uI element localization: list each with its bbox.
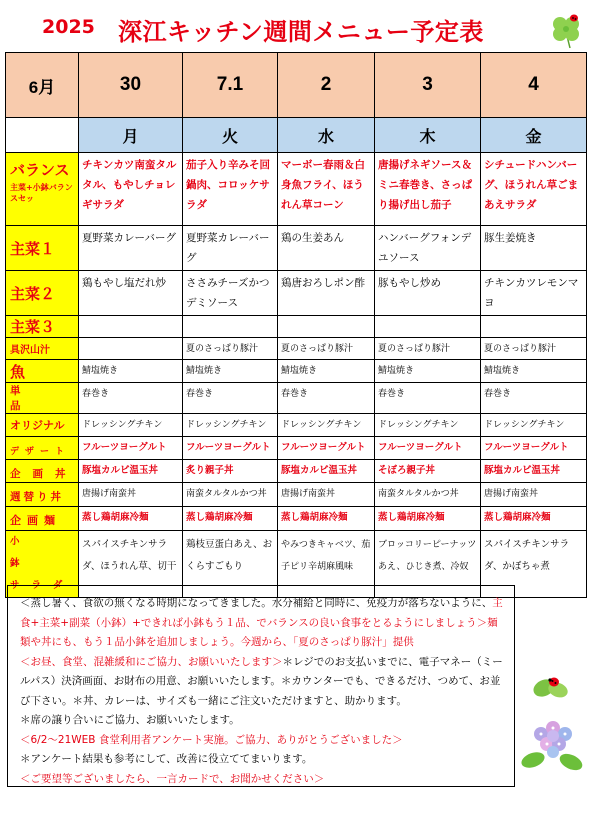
menu-cell: 鯖塩焼き bbox=[278, 360, 375, 383]
weekly-menu-table bbox=[5, 52, 587, 598]
menu-cell: 鯖塩焼き bbox=[183, 360, 278, 383]
menu-cell: 鯖塩焼き bbox=[375, 360, 481, 383]
menu-cell: マーボー春雨＆白身魚フライ、ほうれん草コーン bbox=[278, 153, 375, 226]
menu-cell: やみつきキャベツ、茄子ピリ辛胡麻風味 bbox=[278, 531, 375, 598]
month-cell: 6月 bbox=[6, 53, 79, 118]
row-label-main3: 主菜３ bbox=[6, 316, 79, 338]
row-label-text: 単品 bbox=[10, 385, 49, 412]
menu-cell bbox=[278, 316, 375, 338]
menu-cell: 豚生姜焼き bbox=[481, 226, 587, 271]
menu-cell: 南蛮タルタルかつ丼 bbox=[375, 483, 481, 507]
menu-cell: 南蛮タルタルかつ丼 bbox=[183, 483, 278, 507]
date-cell: 2 bbox=[278, 53, 375, 118]
row-label-original: オリジナル bbox=[6, 414, 79, 437]
menu-cell bbox=[183, 316, 278, 338]
notice-paragraph-red: ＜ご要望等ございましたら、一言カードで、お聞かせください＞ bbox=[20, 772, 325, 785]
menu-cell: 蒸し鶏胡麻冷麺 bbox=[481, 507, 587, 531]
row-label-text: 企画麺 bbox=[10, 514, 61, 527]
row-label-balance bbox=[6, 153, 79, 226]
title-main: 深江キッチン週間メニュー予定表 bbox=[118, 18, 484, 46]
menu-row-special-noodle bbox=[6, 507, 587, 531]
menu-row-fish bbox=[6, 360, 587, 383]
date-header-row bbox=[6, 53, 587, 118]
row-label-text: バランス bbox=[10, 161, 70, 179]
menu-cell: 茄子入り辛みそ回鍋肉、コロッケサラダ bbox=[183, 153, 278, 226]
menu-cell: ドレッシングチキン bbox=[79, 414, 183, 437]
menu-cell: 夏のさっぱり豚汁 bbox=[481, 338, 587, 360]
menu-cell: ドレッシングチキン bbox=[183, 414, 278, 437]
menu-cell: 鶏もやし塩だれ炒 bbox=[79, 271, 183, 316]
menu-cell: 夏のさっぱり豚汁 bbox=[183, 338, 278, 360]
row-label-dessert bbox=[6, 437, 79, 460]
menu-row-main1 bbox=[6, 226, 587, 271]
menu-cell: そぼろ親子丼 bbox=[375, 460, 481, 483]
hydrangea-icon bbox=[519, 712, 589, 774]
menu-cell: フルーツヨーグルト bbox=[481, 437, 587, 460]
notice-text: ＊レジでのお支払いまでに、電子マネー（ミールパス）決済画面、お財布の用意、お願いいたします。＊カウンターでも、できるだけ、つめて、お並び下さい。＊丼、カレーは、サイズも一緒にご注文いただけますと、助かります。 bbox=[20, 655, 503, 707]
row-label-line1: 小鉢 bbox=[10, 536, 46, 569]
row-label-text: デザート bbox=[10, 446, 71, 457]
menu-cell: ハンバーグフォンデユソース bbox=[375, 226, 481, 271]
date-cell: 7.1 bbox=[183, 53, 278, 118]
menu-row-single bbox=[6, 383, 587, 414]
menu-cell: 春巻き bbox=[278, 383, 375, 414]
menu-cell: 蒸し鶏胡麻冷麺 bbox=[79, 507, 183, 531]
notice-box bbox=[7, 585, 515, 787]
weekday-cell: 水 bbox=[278, 118, 375, 153]
notice-text: ＜蒸し暑く、食欲の無くなる時期になってきました。水分補給と同時に、免疫力が落ちないように、 bbox=[20, 597, 493, 609]
menu-cell bbox=[375, 316, 481, 338]
menu-row-main3 bbox=[6, 316, 587, 338]
date-cell: 4 bbox=[481, 53, 587, 118]
row-label-special-noodle bbox=[6, 507, 79, 531]
menu-cell: 夏のさっぱり豚汁 bbox=[278, 338, 375, 360]
menu-cell: 鶏唐おろしポン酢 bbox=[278, 271, 375, 316]
menu-cell: 鶏の生姜あん bbox=[278, 226, 375, 271]
menu-cell: シチュードハンバーグ、ほうれん草ごまあえサラダ bbox=[481, 153, 587, 226]
menu-cell: スパイスチキンサラダ、ほうれん草、切干 bbox=[79, 531, 183, 598]
menu-cell: 豚もやし炒め bbox=[375, 271, 481, 316]
menu-cell: 蒸し鶏胡麻冷麺 bbox=[278, 507, 375, 531]
menu-cell: フルーツヨーグルト bbox=[375, 437, 481, 460]
menu-cell: ドレッシングチキン bbox=[278, 414, 375, 437]
row-label-text: 週替り丼 bbox=[10, 491, 64, 503]
menu-cell: スパイスチキンサラダ、かぼちゃ煮 bbox=[481, 531, 587, 598]
menu-cell bbox=[481, 316, 587, 338]
page-title bbox=[0, 10, 560, 44]
menu-cell: 炙り親子丼 bbox=[183, 460, 278, 483]
menu-row-balance bbox=[6, 153, 587, 226]
weekday-cell: 火 bbox=[183, 118, 278, 153]
menu-row-dessert bbox=[6, 437, 587, 460]
menu-row-weekly-bowl bbox=[6, 483, 587, 507]
row-label-single bbox=[6, 383, 79, 414]
row-label-text: 企画丼 bbox=[10, 467, 78, 480]
weekday-cell: 木 bbox=[375, 118, 481, 153]
menu-cell: ブロッコリーピーナッツあえ、ひじき煮、冷奴 bbox=[375, 531, 481, 598]
menu-cell: 唐揚げ南蛮丼 bbox=[481, 483, 587, 507]
menu-cell: フルーツヨーグルト bbox=[79, 437, 183, 460]
notice-paragraph: ＊アンケート結果も参考にして、改善に役立ててまいります。 bbox=[20, 753, 313, 765]
menu-cell: 夏野菜カレーバーグ bbox=[183, 226, 278, 271]
menu-row-special-bowl bbox=[6, 460, 587, 483]
menu-cell: 鶏枝豆蛋白あえ、おくらすごもり bbox=[183, 531, 278, 598]
menu-row-soup bbox=[6, 338, 587, 360]
menu-cell: ドレッシングチキン bbox=[375, 414, 481, 437]
menu-cell: 鯖塩焼き bbox=[79, 360, 183, 383]
menu-cell: 夏のさっぱり豚汁 bbox=[375, 338, 481, 360]
menu-cell: チキンカツ南蛮タルタル、もやしチョレギサラダ bbox=[79, 153, 183, 226]
date-cell: 30 bbox=[79, 53, 183, 118]
menu-row-original bbox=[6, 414, 587, 437]
row-label-fish: 魚 bbox=[6, 360, 79, 383]
menu-cell: チキンカツレモンマヨ bbox=[481, 271, 587, 316]
notice-text-red: 主食+主菜+副菜（小鉢）+できれば小鉢もう１品、でバランスの良い食事をとるようにしましょう＞麺類や丼にも、もう１品小鉢を追加しましょう。今週から、「夏のさっぱり豚汁」提供 bbox=[20, 597, 503, 648]
menu-cell: 春巻き bbox=[481, 383, 587, 414]
menu-cell: ドレッシングチキン bbox=[481, 414, 587, 437]
menu-row-main2 bbox=[6, 271, 587, 316]
row-sublabel-text: 主菜+小鉢バランスセッ bbox=[10, 183, 73, 203]
notice-paragraph bbox=[20, 594, 506, 653]
menu-cell: 蒸し鶏胡麻冷麺 bbox=[183, 507, 278, 531]
blank-corner-cell bbox=[6, 118, 79, 153]
weekday-cell: 月 bbox=[79, 118, 183, 153]
menu-cell: 春巻き bbox=[183, 383, 278, 414]
row-label-main2: 主菜２ bbox=[6, 271, 79, 316]
weekday-header-row bbox=[6, 118, 587, 153]
leaf-ladybug-icon bbox=[530, 670, 572, 704]
row-label-soup: 具沢山汁 bbox=[6, 338, 79, 360]
menu-cell: 唐揚げ南蛮丼 bbox=[79, 483, 183, 507]
menu-cell: 豚塩カルビ温玉丼 bbox=[481, 460, 587, 483]
menu-cell: 春巻き bbox=[375, 383, 481, 414]
notice-text-red: ＜お昼、食堂、混雑緩和にご協力、お願いいたします＞ bbox=[20, 655, 283, 668]
menu-cell: 蒸し鶏胡麻冷麺 bbox=[375, 507, 481, 531]
row-label-line2: サラダ bbox=[10, 580, 75, 591]
row-label-special-bowl bbox=[6, 460, 79, 483]
menu-cell: フルーツヨーグルト bbox=[183, 437, 278, 460]
weekday-cell: 金 bbox=[481, 118, 587, 153]
date-cell: 3 bbox=[375, 53, 481, 118]
menu-cell: 豚塩カルビ温玉丼 bbox=[278, 460, 375, 483]
row-label-weekly-bowl bbox=[6, 483, 79, 507]
menu-cell: 唐揚げネギソース＆ミニ春巻き、さっぱり揚げ出し茄子 bbox=[375, 153, 481, 226]
menu-cell: 鯖塩焼き bbox=[481, 360, 587, 383]
clover-ladybug-icon bbox=[548, 10, 584, 50]
menu-cell bbox=[79, 316, 183, 338]
row-label-main1: 主菜１ bbox=[6, 226, 79, 271]
menu-cell: ささみチーズかつデミソース bbox=[183, 271, 278, 316]
menu-cell: 春巻き bbox=[79, 383, 183, 414]
menu-cell bbox=[79, 338, 183, 360]
notice-paragraph: ＊席の譲り合いにご協力、お願いいたします。 bbox=[20, 714, 240, 726]
menu-cell: 豚塩カルビ温玉丼 bbox=[79, 460, 183, 483]
notice-paragraph-red: ＜6/2～21WEB 食堂利用者アンケート実施。ご協力、ありがとうございました＞ bbox=[20, 733, 403, 746]
menu-cell: 唐揚げ南蛮丼 bbox=[278, 483, 375, 507]
notice-paragraph bbox=[20, 653, 506, 712]
title-year: 2025 bbox=[42, 16, 95, 38]
menu-cell: 夏野菜カレーバーグ bbox=[79, 226, 183, 271]
menu-cell: フルーツヨーグルト bbox=[278, 437, 375, 460]
